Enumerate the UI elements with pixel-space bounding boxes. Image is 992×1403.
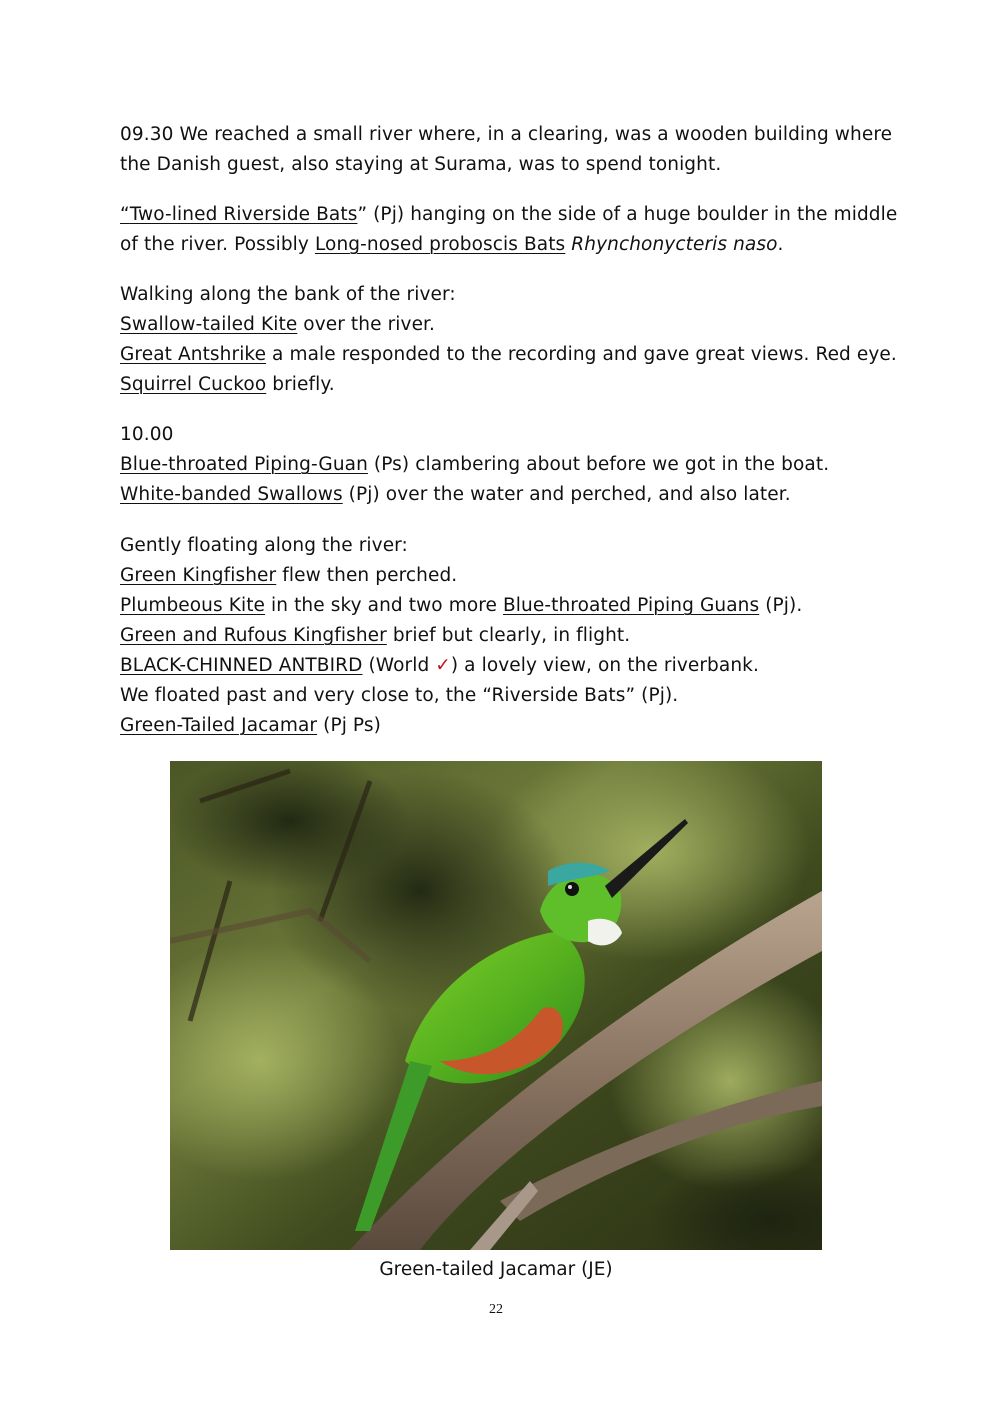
paragraph-bats — [120, 200, 900, 260]
figure-caption: Green-tailed Jacamar (JE) — [379, 1259, 613, 1280]
page-number: 22 — [489, 1302, 503, 1317]
quote-mark: “ — [120, 204, 130, 225]
text-span: ” (Pj) hanging on the side of a huge boulder in the middle — [357, 204, 898, 225]
scientific-name: Rhynchonycteris naso — [571, 234, 778, 255]
text-span: (World — [362, 655, 436, 676]
text-line — [120, 561, 900, 591]
paragraph-ten — [120, 420, 900, 510]
species-name: Squirrel Cuckoo — [120, 374, 267, 395]
text-line — [120, 200, 900, 230]
text-span: in the sky and two more — [265, 595, 504, 616]
text-line: 09.30 We reached a small river where, in a clearing, was a wooden building where — [120, 124, 893, 145]
text-span: (Pj) over the water and perched, and also later. — [342, 484, 791, 505]
text-span: . — [777, 234, 784, 255]
text-line — [120, 310, 900, 340]
text-span: (Pj). — [759, 595, 803, 616]
checkmark-icon: ✓ — [435, 655, 451, 676]
species-name: White-banded Swallows — [120, 484, 343, 505]
text-line: Gently floating along the river: — [120, 535, 408, 556]
text-span: over the river. — [297, 314, 436, 335]
species-name: Blue-throated Piping-Guan — [120, 454, 368, 475]
text-line — [120, 480, 900, 510]
species-name: Green-Tailed Jacamar — [120, 715, 318, 736]
text-span: briefly. — [266, 374, 335, 395]
species-name: BLACK-CHINNED ANTBIRD — [120, 655, 363, 676]
text-span: of the river. Possibly — [120, 234, 315, 255]
time-stamp: 10.00 — [120, 424, 174, 445]
paragraph-arrival — [120, 120, 900, 180]
text-span: (Ps) clambering about before we got in the boat. — [367, 454, 830, 475]
species-name: Long-nosed proboscis Bats — [314, 234, 566, 255]
text-line: We floated past and very close to, the “Riverside Bats” (Pj). — [120, 685, 679, 706]
species-name: Great Antshrike — [120, 344, 267, 365]
text-line: the Danish guest, also staying at Surama, was to spend tonight. — [120, 154, 722, 175]
text-span: ) a lovely view, on the riverbank. — [450, 655, 759, 676]
text-line — [120, 591, 900, 621]
paragraph-floating — [120, 531, 900, 741]
species-name: Swallow-tailed Kite — [120, 314, 298, 335]
species-name: Two-lined Riverside Bats — [129, 204, 358, 225]
text-line — [120, 711, 900, 741]
text-line — [120, 370, 900, 400]
species-name: Green and Rufous Kingfisher — [120, 625, 387, 646]
paragraph-riverbank — [120, 280, 900, 400]
text-line — [120, 230, 900, 260]
jacamar-photo — [170, 761, 822, 1250]
text-line — [120, 621, 900, 651]
text-line — [120, 340, 900, 370]
species-name: Green Kingfisher — [120, 565, 277, 586]
text-span: a male responded to the recording and gave great views. Red eye. — [266, 344, 897, 365]
text-line: Walking along the bank of the river: — [120, 284, 456, 305]
text-span: brief but clearly, in flight. — [386, 625, 631, 646]
species-name: Blue-throated Piping Guans — [503, 595, 760, 616]
text-span: flew then perched. — [276, 565, 458, 586]
text-line — [120, 450, 900, 480]
text-line — [120, 651, 900, 681]
text-span: (Pj Ps) — [317, 715, 381, 736]
species-name: Plumbeous Kite — [120, 595, 266, 616]
